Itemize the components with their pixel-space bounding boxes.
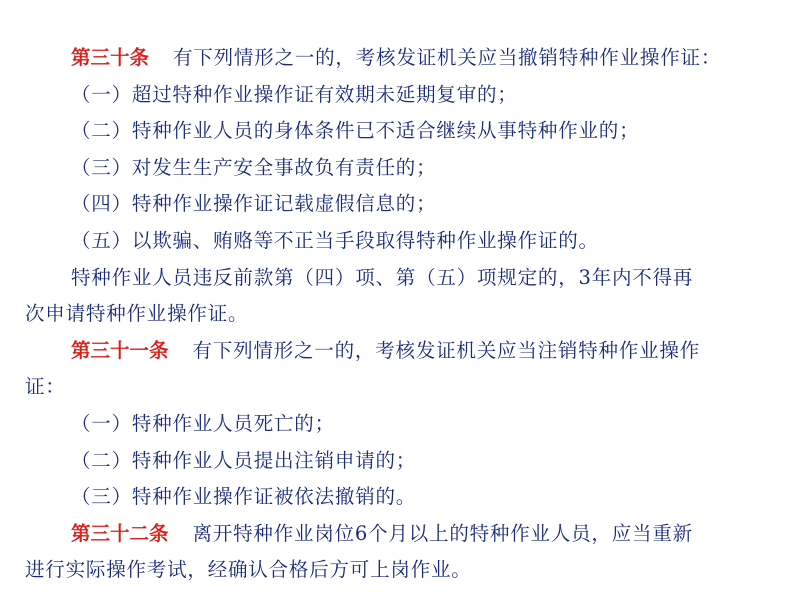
article-31-item-3: （三）特种作业操作证被依法撤销的。	[71, 485, 417, 509]
article-31-item-1: （一）特种作业人员死亡的；	[71, 411, 335, 435]
article-31-heading-line	[25, 333, 777, 370]
article-31-item-2: （二）特种作业人员提出注销申请的；	[71, 448, 417, 472]
article-30-item-2: （二）特种作业人员的身体条件已不适合继续从事特种作业的；	[71, 119, 640, 143]
article-32-lead-line-1: 离开特种作业岗位6个月以上的特种作业人员，应当重新	[192, 521, 693, 545]
article-30-note-line-1: 特种作业人员违反前款第（四）项、第（五）项规定的，3年内不得再	[71, 265, 694, 289]
article-30-heading-line	[25, 40, 777, 77]
regulation-document	[25, 40, 777, 589]
article-30-item-5: （五）以欺骗、贿赂等不正当手段取得特种作业操作证的。	[71, 228, 599, 252]
article-30-lead: 有下列情形之一的，考核发证机关应当撤销特种作业操作证：	[173, 46, 722, 69]
article-31-lead-line-2: 证：	[25, 375, 66, 399]
article-32-heading-line	[25, 516, 777, 553]
article-30-note-line-2: 次申请特种作业操作证。	[25, 302, 249, 326]
article-32-number: 第三十二条	[71, 521, 169, 545]
article-30-item-1: （一）超过特种作业操作证有效期未延期复审的；	[71, 82, 518, 106]
article-30-number: 第三十条	[71, 46, 150, 69]
article-31-number: 第三十一条	[71, 338, 169, 362]
article-32-lead-line-2: 进行实际操作考试，经确认合格后方可上岗作业。	[25, 558, 472, 582]
article-31-lead-line-1: 有下列情形之一的，考核发证机关应当注销特种作业操作	[192, 338, 701, 362]
article-30-item-3: （三）对发生生产安全事故负有责任的；	[71, 155, 437, 179]
article-30-item-4: （四）特种作业操作证记载虚假信息的；	[71, 192, 437, 216]
